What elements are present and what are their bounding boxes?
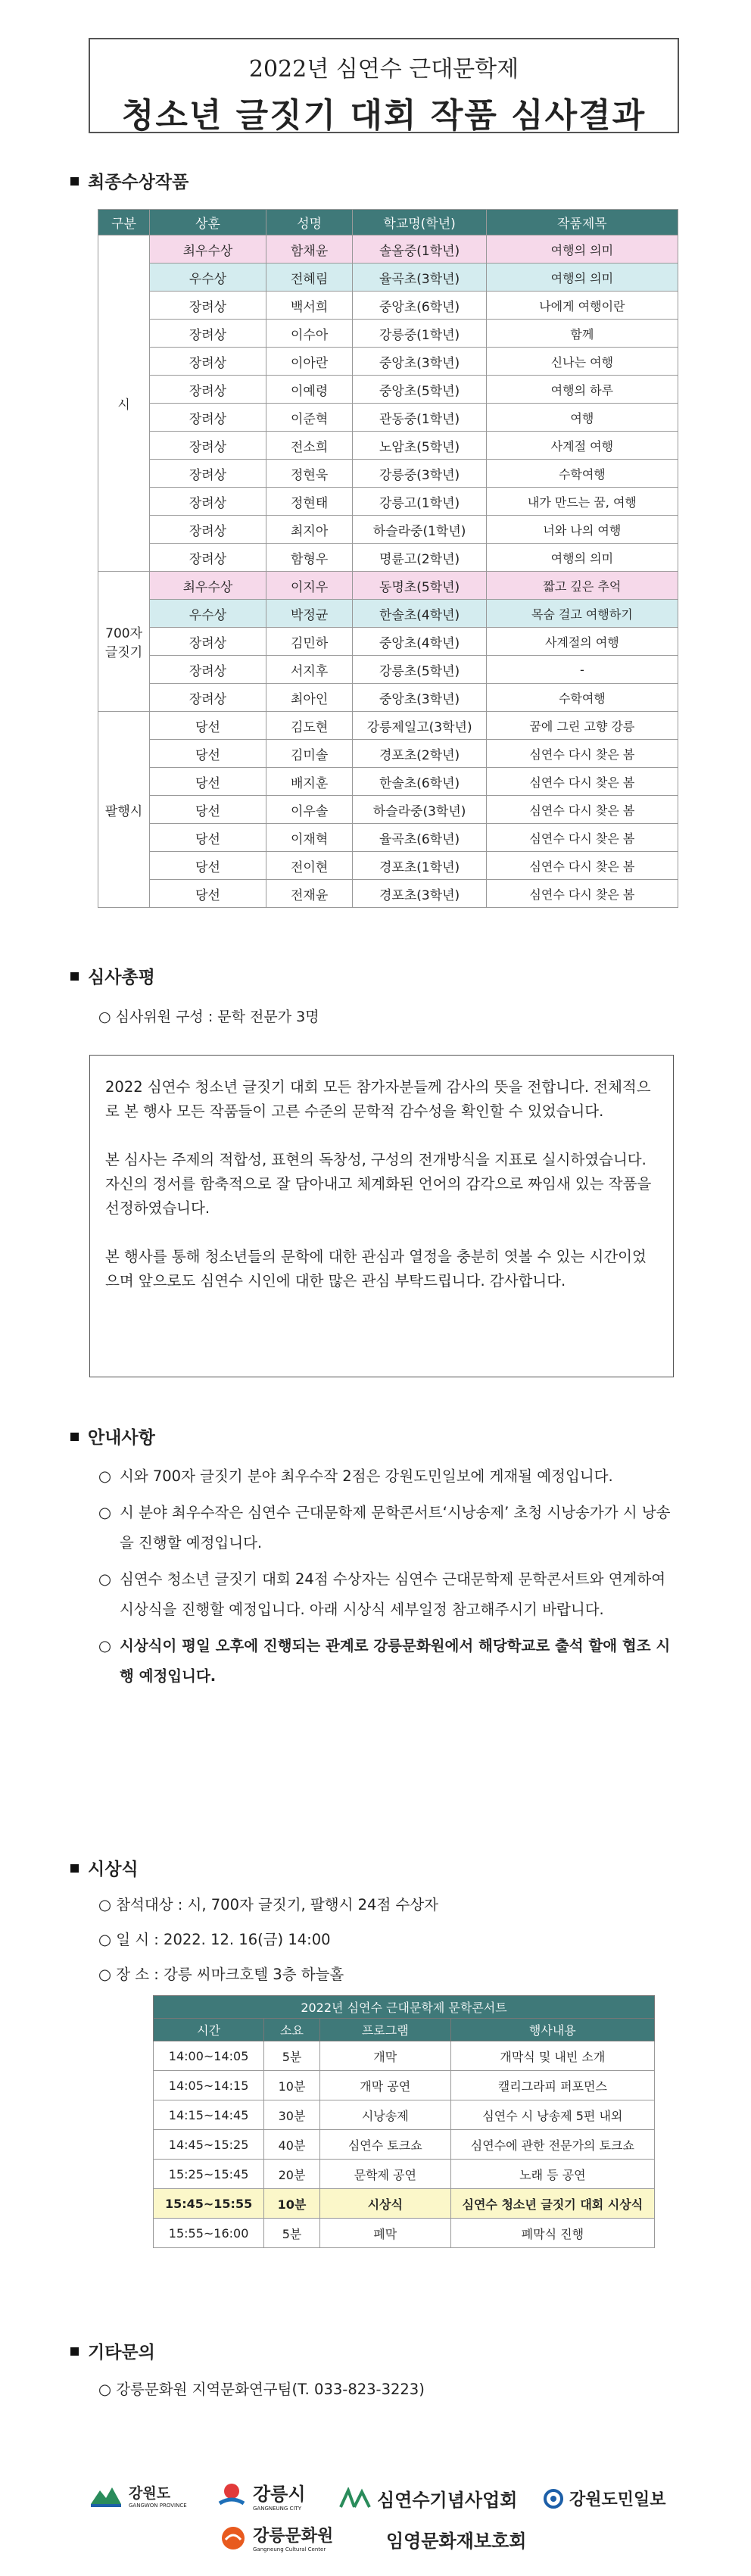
circle-bullet-icon: ○	[98, 1637, 112, 1654]
name-cell: 함형우	[266, 544, 353, 572]
section-heading-review	[70, 963, 155, 988]
award-cell: 당선	[150, 740, 266, 768]
program-cell: 개막 공연	[319, 2071, 450, 2100]
name-cell: 전재윤	[266, 880, 353, 908]
duration-cell: 5분	[264, 2219, 320, 2248]
table-row	[98, 376, 678, 404]
table-row	[98, 404, 678, 432]
table-row	[154, 2189, 655, 2219]
school-cell: 강릉중(3학년)	[353, 460, 486, 488]
review-paragraph: 본 심사는 주제의 적합성, 표현의 독창성, 구성의 전개방식을 지표로 실시하였습니다. 자신의 정서를 함축적으로 잘 담아내고 체계화된 언어의 감각으로 짜임새 있는 작품을 선정하였습니다.	[105, 1151, 652, 1217]
section-heading-notice	[70, 1424, 155, 1449]
school-cell: 노암초(5학년)	[353, 432, 486, 460]
time-cell: 14:15~14:45	[154, 2100, 264, 2130]
award-cell: 장려상	[150, 348, 266, 376]
page-subtitle: 2022년 심연수 근대문학제	[248, 56, 519, 83]
work-title-cell: 심연수 다시 찾은 봄	[486, 852, 678, 880]
work-title-cell: 너와 나의 여행	[486, 516, 678, 544]
logo-gangneung	[217, 2479, 306, 2512]
name-cell: 전혜림	[266, 264, 353, 292]
table-row	[98, 796, 678, 824]
award-cell: 장려상	[150, 628, 266, 656]
name-cell: 함채윤	[266, 235, 353, 264]
table-row	[154, 2130, 655, 2160]
square-bullet-icon	[70, 2347, 79, 2356]
school-cell: 경포초(1학년)	[353, 852, 486, 880]
column-header: 작품제목	[486, 210, 678, 235]
school-cell: 강릉고(1학년)	[353, 488, 486, 516]
logo-text: 강원도민일보	[569, 2490, 666, 2509]
table-row	[98, 768, 678, 796]
table-caption-row	[154, 1996, 655, 2019]
program-cell: 문학제 공연	[319, 2160, 450, 2189]
school-cell: 하슬라중(3학년)	[353, 796, 486, 824]
content-cell: 노래 등 공연	[450, 2160, 654, 2189]
table-row	[154, 2160, 655, 2189]
program-cell: 개막	[319, 2041, 450, 2071]
awards-table	[98, 209, 678, 908]
simyeonsu-logo-icon	[339, 2487, 371, 2510]
time-cell: 14:00~14:05	[154, 2041, 264, 2071]
work-title-cell: 꿈에 그린 고향 강릉	[486, 712, 678, 740]
logo-subtext: GANGNEUNG CITY	[253, 2506, 302, 2512]
work-title-cell: 사계절 여행	[486, 432, 678, 460]
work-title-cell: 심연수 다시 찾은 봄	[486, 824, 678, 852]
logo-text: 강원도	[129, 2485, 171, 2502]
award-cell: 장려상	[150, 432, 266, 460]
award-cell: 장려상	[150, 684, 266, 712]
program-cell: 심연수 토크쇼	[319, 2130, 450, 2160]
table-row	[98, 516, 678, 544]
table-row	[154, 2071, 655, 2100]
award-cell: 당선	[150, 712, 266, 740]
content-cell: 개막식 및 내빈 소개	[450, 2041, 654, 2071]
name-cell: 이아란	[266, 348, 353, 376]
table-row	[98, 235, 678, 264]
logo-foundation	[386, 2526, 526, 2553]
award-cell: 당선	[150, 824, 266, 852]
work-title-cell: 심연수 다시 찾은 봄	[486, 796, 678, 824]
work-title-cell: 여행의 의미	[486, 235, 678, 264]
content-cell: 심연수 청소년 글짓기 대회 시상식	[450, 2189, 654, 2219]
award-cell: 장려상	[150, 404, 266, 432]
work-title-cell: 짧고 깊은 추억	[486, 572, 678, 600]
logo-text: 강릉문화원	[253, 2527, 334, 2546]
contact-line: ○ 강릉문화원 지역문화연구팀(T. 033-823-3223)	[98, 2381, 425, 2398]
section-heading-contact	[70, 2338, 155, 2363]
award-cell: 장려상	[150, 488, 266, 516]
name-cell: 이준혁	[266, 404, 353, 432]
school-cell: 중앙초(3학년)	[353, 348, 486, 376]
notice-text: 시상식이 평일 오후에 진행되는 관계로 강릉문화원에서 해당학교로 출석 할애 협조 시행 예정입니다.	[120, 1637, 671, 1685]
section-heading-awards	[70, 168, 189, 193]
work-title-cell: 여행의 의미	[486, 264, 678, 292]
table-row	[98, 824, 678, 852]
work-title-cell: 수학여행	[486, 684, 678, 712]
name-cell: 최지아	[266, 516, 353, 544]
section-heading-ceremony	[70, 1855, 139, 1880]
category-cell: 시	[98, 235, 150, 572]
school-cell: 중앙초(3학년)	[353, 684, 486, 712]
culture-center-logo-icon	[220, 2525, 247, 2552]
review-committee: ○ 심사위원 구성 : 문학 전문가 3명	[98, 1009, 319, 1025]
table-row	[98, 488, 678, 516]
name-cell: 서지후	[266, 656, 353, 684]
duration-cell: 40분	[264, 2130, 320, 2160]
list-item	[98, 1564, 674, 1625]
square-bullet-icon	[70, 1864, 79, 1873]
ceremony-attendees: ○ 참석대상 : 시, 700자 글짓기, 팔행시 24점 수상자	[98, 1896, 438, 1913]
ceremony-date: ○ 일 시 : 2022. 12. 16(금) 14:00	[98, 1931, 331, 1948]
award-cell: 장려상	[150, 376, 266, 404]
program-caption: 2022년 심연수 근대문학제 문학콘서트	[154, 1996, 655, 2019]
work-title-cell: 여행의 하루	[486, 376, 678, 404]
award-cell: 장려상	[150, 516, 266, 544]
table-row	[98, 684, 678, 712]
school-cell: 율곡초(3학년)	[353, 264, 486, 292]
column-header: 성명	[266, 210, 353, 235]
table-row	[98, 292, 678, 320]
name-cell: 전이현	[266, 852, 353, 880]
school-cell: 하슬라중(1학년)	[353, 516, 486, 544]
table-row	[98, 880, 678, 908]
school-cell: 중앙초(5학년)	[353, 376, 486, 404]
name-cell: 최아인	[266, 684, 353, 712]
work-title-cell: 신나는 여행	[486, 348, 678, 376]
content-cell: 심연수 시 낭송제 5편 내외	[450, 2100, 654, 2130]
name-cell: 김민하	[266, 628, 353, 656]
award-cell: 당선	[150, 880, 266, 908]
logo-subtext: Gangneung Cultural Center	[253, 2546, 326, 2553]
section-label: 최종수상작품	[88, 173, 189, 192]
list-item	[98, 1461, 674, 1492]
name-cell: 백서희	[266, 292, 353, 320]
name-cell: 김미솔	[266, 740, 353, 768]
list-item	[98, 1631, 674, 1692]
notice-text: 시 분야 최우수작은 심연수 근대문학제 문학콘서트‘시낭송제’ 초청 시낭송가가 시 낭송을 진행할 예정입니다.	[120, 1504, 671, 1552]
award-cell: 당선	[150, 768, 266, 796]
school-cell: 중앙초(6학년)	[353, 292, 486, 320]
category-cell: 팔행시	[98, 712, 150, 908]
name-cell: 이재혁	[266, 824, 353, 852]
name-cell: 배지훈	[266, 768, 353, 796]
work-title-cell: -	[486, 656, 678, 684]
table-header-row	[98, 210, 678, 235]
award-cell: 최우수상	[150, 572, 266, 600]
content-cell: 캘리그라피 퍼포먼스	[450, 2071, 654, 2100]
time-cell: 14:05~14:15	[154, 2071, 264, 2100]
name-cell: 이지우	[266, 572, 353, 600]
award-cell: 장려상	[150, 544, 266, 572]
table-row	[98, 572, 678, 600]
page-title: 청소년 글짓기 대회 작품 심사결과	[121, 96, 647, 135]
circle-bullet-icon: ○	[98, 1570, 112, 1588]
duration-cell: 30분	[264, 2100, 320, 2130]
school-cell: 율곡초(6학년)	[353, 824, 486, 852]
name-cell: 김도현	[266, 712, 353, 740]
content-cell: 심연수에 관한 전문가의 토크쇼	[450, 2130, 654, 2160]
logo-subtext: GANGWON PROVINCE	[129, 2503, 187, 2509]
work-title-cell: 여행	[486, 404, 678, 432]
circle-bullet-icon: ○	[98, 1504, 112, 1521]
award-cell: 장려상	[150, 320, 266, 348]
award-cell: 당선	[150, 796, 266, 824]
table-row	[154, 2041, 655, 2071]
award-cell: 우수상	[150, 264, 266, 292]
table-row	[98, 432, 678, 460]
column-header: 소요	[264, 2019, 320, 2041]
table-row	[98, 852, 678, 880]
work-title-cell: 목숨 걸고 여행하기	[486, 600, 678, 628]
name-cell: 박정균	[266, 600, 353, 628]
review-paragraph: 2022 심연수 청소년 글짓기 대회 모든 참가자분들께 감사의 뜻을 전합니다. 전체적으로 본 행사 모든 작품들이 고른 수준의 문학적 감수성을 확인할 수 있었습니다.	[105, 1078, 651, 1120]
school-cell: 한솔초(6학년)	[353, 768, 486, 796]
name-cell: 이수아	[266, 320, 353, 348]
notice-list	[98, 1461, 674, 1698]
program-cell: 폐막	[319, 2219, 450, 2248]
work-title-cell: 수학여행	[486, 460, 678, 488]
logo-simyeonsu	[339, 2485, 517, 2512]
school-cell: 강릉중(1학년)	[353, 320, 486, 348]
content-cell: 폐막식 진행	[450, 2219, 654, 2248]
title-box	[89, 38, 679, 133]
square-bullet-icon	[70, 1433, 79, 1441]
notice-text: 심연수 청소년 글짓기 대회 24점 수상자는 심연수 근대문학제 문학콘서트와 연계하여 시상식을 진행할 예정입니다. 아래 시상식 세부일정 참고해주시기 바랍니다.	[120, 1570, 666, 1618]
name-cell: 이예령	[266, 376, 353, 404]
column-header: 학교명(학년)	[353, 210, 486, 235]
logo-gangwon	[89, 2482, 187, 2509]
logo-kado	[544, 2487, 666, 2510]
section-label: 기타문의	[88, 2343, 155, 2362]
school-cell: 솔올중(1학년)	[353, 235, 486, 264]
work-title-cell: 심연수 다시 찾은 봄	[486, 740, 678, 768]
work-title-cell: 여행의 의미	[486, 544, 678, 572]
school-cell: 경포초(2학년)	[353, 740, 486, 768]
table-row	[98, 656, 678, 684]
school-cell: 명륜고(2학년)	[353, 544, 486, 572]
time-cell: 15:45~15:55	[154, 2189, 264, 2219]
gangwon-logo-icon	[89, 2483, 123, 2509]
work-title-cell: 나에게 여행이란	[486, 292, 678, 320]
work-title-cell: 함께	[486, 320, 678, 348]
table-row	[98, 628, 678, 656]
duration-cell: 10분	[264, 2071, 320, 2100]
list-item	[98, 1498, 674, 1558]
table-header-row	[154, 2019, 655, 2041]
column-header: 시간	[154, 2019, 264, 2041]
school-cell: 한솔초(4학년)	[353, 600, 486, 628]
kado-logo-icon	[544, 2489, 563, 2509]
review-paragraph: 본 행사를 통해 청소년들의 문학에 대한 관심과 열정을 충분히 엿볼 수 있는 시간이었으며 앞으로도 심연수 시인에 대한 많은 관심 부탁드립니다. 감사합니다.	[105, 1248, 647, 1290]
duration-cell: 10분	[264, 2189, 320, 2219]
ceremony-place: ○ 장 소 : 강릉 씨마크호텔 3층 하늘홀	[98, 1966, 344, 1983]
table-row	[154, 2100, 655, 2130]
table-row	[98, 544, 678, 572]
time-cell: 14:45~15:25	[154, 2130, 264, 2160]
column-header: 프로그램	[319, 2019, 450, 2041]
work-title-cell: 내가 만드는 꿈, 여행	[486, 488, 678, 516]
circle-bullet-icon: ○	[98, 1467, 112, 1485]
table-row	[98, 460, 678, 488]
work-title-cell: 사계절의 여행	[486, 628, 678, 656]
category-cell: 700자 글짓기	[98, 572, 150, 712]
school-cell: 강릉초(5학년)	[353, 656, 486, 684]
duration-cell: 5분	[264, 2041, 320, 2071]
column-header: 상훈	[150, 210, 266, 235]
school-cell: 경포초(3학년)	[353, 880, 486, 908]
name-cell: 정현태	[266, 488, 353, 516]
time-cell: 15:25~15:45	[154, 2160, 264, 2189]
school-cell: 강릉제일고(3학년)	[353, 712, 486, 740]
sponsor-logos	[0, 2461, 751, 2567]
logo-text: 강릉시	[253, 2484, 306, 2505]
program-cell: 시낭송제	[319, 2100, 450, 2130]
award-cell: 장려상	[150, 656, 266, 684]
logo-text: 임영문화재보호회	[386, 2530, 527, 2552]
table-row	[98, 600, 678, 628]
square-bullet-icon	[70, 177, 79, 186]
section-label: 안내사항	[88, 1428, 155, 1448]
table-row	[98, 264, 678, 292]
duration-cell: 20분	[264, 2160, 320, 2189]
name-cell: 이우솔	[266, 796, 353, 824]
award-cell: 장려상	[150, 460, 266, 488]
logo-text: 심연수기념사업회	[377, 2490, 518, 2511]
award-cell: 최우수상	[150, 235, 266, 264]
column-header: 행사내용	[450, 2019, 654, 2041]
work-title-cell: 심연수 다시 찾은 봄	[486, 768, 678, 796]
name-cell: 정현욱	[266, 460, 353, 488]
program-cell: 시상식	[319, 2189, 450, 2219]
school-cell: 동명초(5학년)	[353, 572, 486, 600]
award-cell: 우수상	[150, 600, 266, 628]
review-box	[89, 1055, 674, 1377]
award-cell: 당선	[150, 852, 266, 880]
time-cell: 15:55~16:00	[154, 2219, 264, 2248]
table-row	[154, 2219, 655, 2248]
name-cell: 전소희	[266, 432, 353, 460]
table-row	[98, 348, 678, 376]
section-label: 심사총평	[88, 968, 155, 987]
table-row	[98, 740, 678, 768]
logo-culture-center	[220, 2523, 333, 2553]
work-title-cell: 심연수 다시 찾은 봄	[486, 880, 678, 908]
award-cell: 장려상	[150, 292, 266, 320]
table-row	[98, 712, 678, 740]
section-label: 시상식	[88, 1860, 139, 1879]
school-cell: 중앙초(4학년)	[353, 628, 486, 656]
column-header: 구분	[98, 210, 150, 235]
program-table	[153, 1995, 655, 2248]
square-bullet-icon	[70, 972, 79, 981]
school-cell: 관동중(1학년)	[353, 404, 486, 432]
gangneung-logo-icon	[217, 2481, 247, 2511]
notice-text: 시와 700자 글짓기 분야 최우수작 2점은 강원도민일보에 게재될 예정입니다.	[120, 1467, 613, 1485]
table-row	[98, 320, 678, 348]
